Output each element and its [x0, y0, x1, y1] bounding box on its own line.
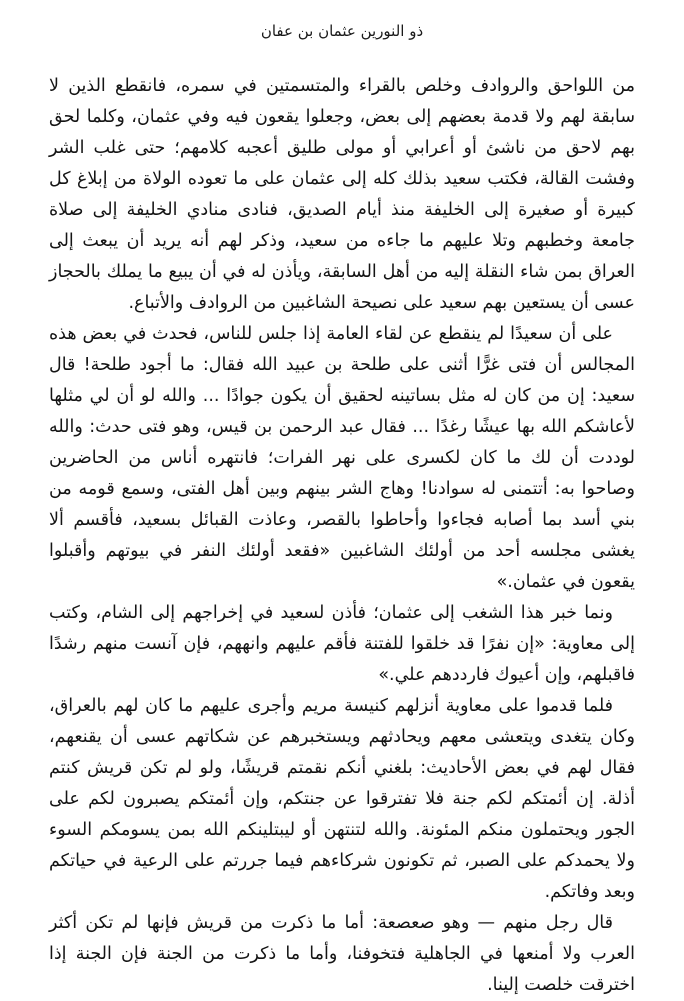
paragraph-5: قال رجل منهم — وهو صعصعة: أما ما ذكرت من قريش فإنها لم تكن أكثر العرب ولا أمنعها في الجاهلية فتخوفنا، وأما ما ذكرت من الجنة فإن الجنة إذا اخترقت خلصت إلينا. — [49, 913, 635, 995]
paragraph-1: من اللواحق والروادف وخلص بالقراء والمتسمتين في سمره، فانقطع الذين لا سابقة لهم ولا قدمة بعضهم إلى بعض، وجعلوا يقعون فيه وفي عثمان، وكلما لحق بهم لاحق من ناشئ أو أعرابي أو مولى طليق أعجبه كلامهم؛ حتى غلب الشر وفشت القالة، فكتب سعيد بذلك كله إلى عثمان على ما تعوده الولاة من إبلاغ كل كبيرة أو صغيرة إلى الخليفة منذ أيام الصديق، فنادى منادي الخليفة إلى صلاة جامعة وخطبهم وتلا عليهم ما جاءه من سعيد، وذكر لهم أنه يريد أن يبعث إلى العراق بمن شاء النقلة إليه من أهل السابقة، ويأذن له في أن يبيع ما يملك بالحجاز عسى أن يستعين بهم سعيد على نصيحة الشاغبين من الروادف والأتباع. — [49, 76, 635, 313]
paragraph-4: فلما قدموا على معاوية أنزلهم كنيسة مريم وأجرى عليهم ما كان لهم بالعراق، وكان يتغدى ويتعشى معهم ويحادثهم ويستخبرهم عن شكاتهم عسى أن يقنعهم، فقال لهم في بعض الأحاديث: بلغني أنكم نقمتم قريشًا، ولو لم تكن قريش كنتم أذلة. إن أئمتكم لكم جنة فلا تفترقوا عن جنتكم، وإن أئمتكم يصبرون لكم على الجور ويحتملون منكم المئونة. والله لتنتهن أو ليبتلينكم الله بمن يسومكم السوء ولا يحمدكم على الصبر، ثم تكونون شركاءهم فيما جررتم على الرعية في حياتكم وبعد وفاتكم. — [49, 696, 635, 902]
paragraph-2: على أن سعيدًا لم ينقطع عن لقاء العامة إذا جلس للناس، فحدث في بعض هذه المجالس أن فتى غرًّا أثنى على طلحة بن عبيد الله فقال: ما أجود طلحة! قال سعيد: إن من كان له مثل بساتينه لحقيق أن يكون جوادًا ... والله لو أن لي مثلها لأعاشكم الله بها عيشًا رغدًا ... فقال عبد الرحمن بن قيس، وهو فتى حدث: والله لوددت أن لك ما كان لكسرى على نهر الفرات؛ فانتهره أناس من الحاضرين وصاحوا به: أتتمنى له سوادنا! وهاج الشر بينهم وبين أهل الفتى، وسمع قومه من بني أسد بما أصابه فجاءوا وأحاطوا بالقصر، وعاذت القبائل بسعيد، فأقسم ألا يغشى مجلسه أحد من أولئك الشاغبين «فقعد أولئك النفر في بيوتهم وأقبلوا يقعون في عثمان.» — [49, 324, 635, 592]
body-text — [49, 71, 635, 1001]
running-header-title: ذو النورين عثمان بن عفان — [260, 22, 424, 40]
paragraph-3: ونما خبر هذا الشغب إلى عثمان؛ فأذن لسعيد في إخراجهم إلى الشام، وكتب إلى معاوية: «إن نفرًا قد خلقوا للفتنة فأقم عليهم وانههم، فإن آنست منهم رشدًا فاقبلهم، وإن أعيوك فارددهم علي.» — [49, 603, 635, 685]
